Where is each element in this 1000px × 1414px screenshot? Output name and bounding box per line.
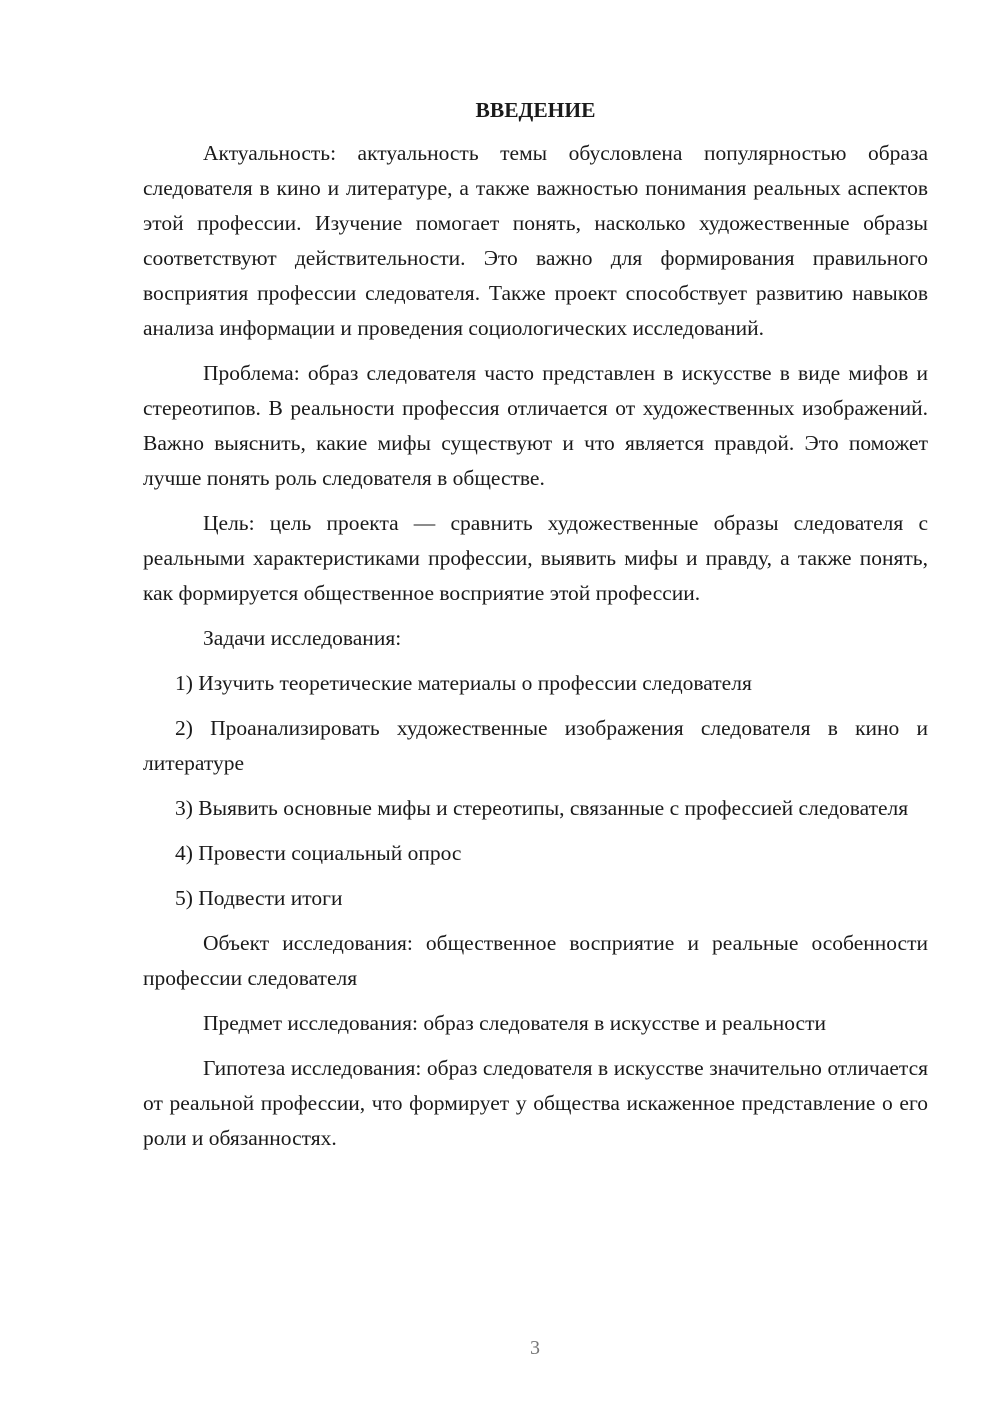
task-item-1: 1) Изучить теоретические материалы о профессии следователя: [175, 671, 752, 695]
hypothesis-paragraph: Гипотеза исследования: образ следователя в искусстве значительно отличается от реальной профессии, что формирует у общества искаженное представление о его роли и обязанностях.: [143, 1056, 928, 1150]
relevance-paragraph: Актуальность: актуальность темы обусловлена популярностью образа следователя в кино и литературе, а также важностью понимания реальных аспектов этой профессии. Изучение помогает понять, насколько художественные образы соответствуют действительности. Это важно для формирования правильного восприятия профессии следователя. Также проект способствует развитию навыков анализа информации и проведения социологических исследований.: [143, 141, 928, 340]
goal-paragraph: Цель: цель проекта — сравнить художественные образы следователя с реальными характеристиками профессии, выявить мифы и правду, а также понять, как формируется общественное восприятие этой профессии.: [143, 511, 928, 605]
page-number: 3: [530, 1337, 540, 1359]
task-item-3: 3) Выявить основные мифы и стереотипы, связанные с профессией следователя: [175, 796, 909, 820]
task-item-2: 2) Проанализировать художественные изображения следователя в кино и литературе: [143, 716, 928, 775]
document-body: [143, 94, 928, 1166]
research-subject-paragraph: Предмет исследования: образ следователя в искусстве и реальности: [203, 1011, 827, 1035]
task-item-4: 4) Провести социальный опрос: [175, 841, 462, 865]
task-item-5: 5) Подвести итоги: [175, 886, 343, 910]
section-title: ВВЕДЕНИЕ: [475, 98, 596, 122]
tasks-heading: Задачи исследования:: [203, 626, 402, 650]
problem-paragraph: Проблема: образ следователя часто представлен в искусстве в виде мифов и стереотипов. В реальности профессия отличается от художественных изображений. Важно выяснить, какие мифы существуют и что является правдой. Это поможет лучше понять роль следователя в обществе.: [143, 361, 928, 490]
research-object-paragraph: Объект исследования: общественное восприятие и реальные особенности профессии следователя: [143, 931, 928, 990]
